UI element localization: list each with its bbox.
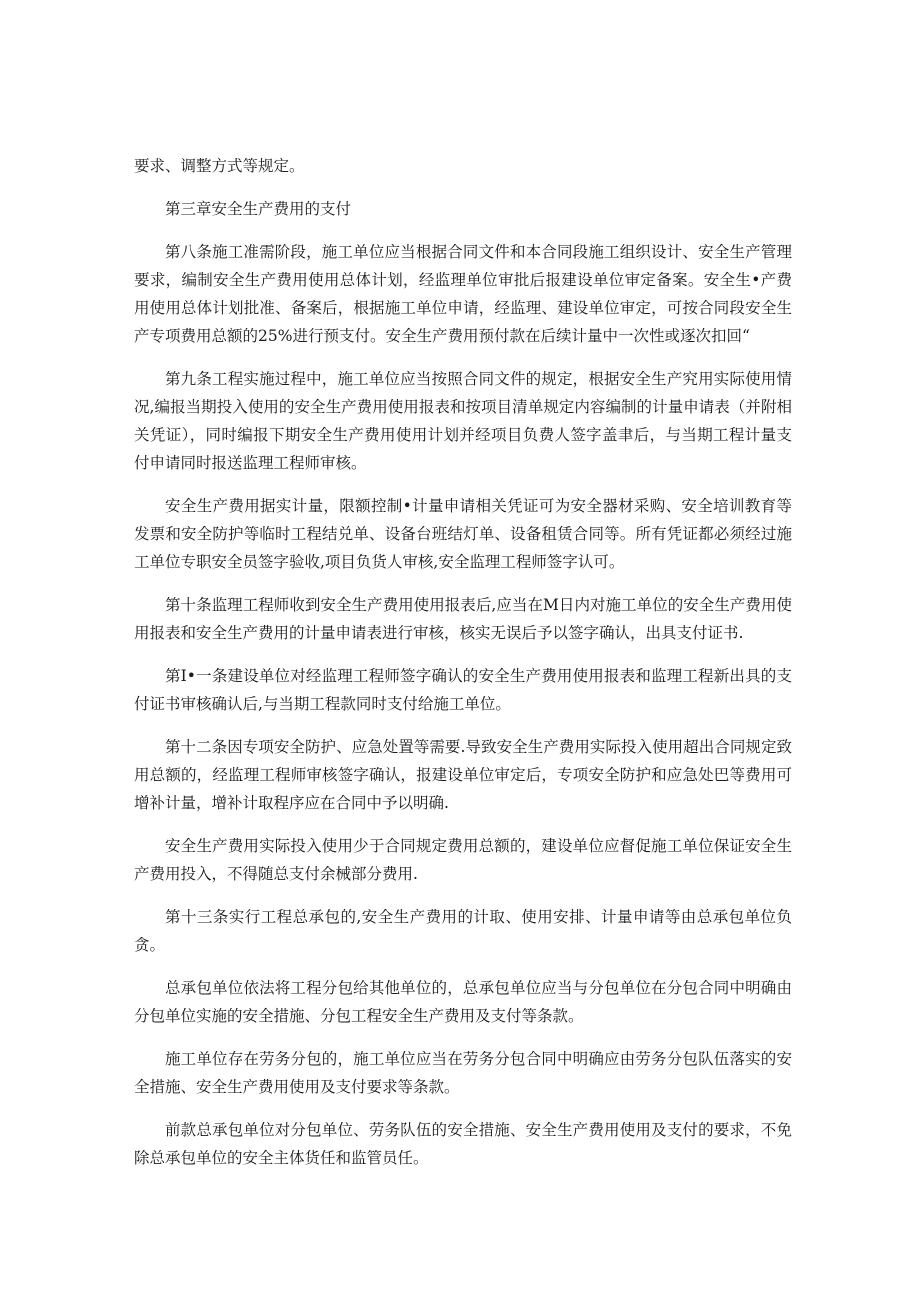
article-9-paragraph: 第九条工程实施过程中，施工单位应当按照合同文件的规定，根据安全生产究用实际使用情况,编报当期投入使用的安全生产费用使用报表和按项目清单规定内容编制的计量申请表（并附相关凭证），同时编报下期安全生产费用使用计划并经项目负费人签字盖聿后，与当期工程计量支付申请同时报送监理工程师审核。 bbox=[134, 370, 792, 472]
chapter-heading: 第三章安全生产费用的支付 bbox=[165, 200, 352, 218]
measurement-paragraph: 安全生产费用据实计量，限额控制•计量申请相关凭证可为安全器材采购、安全培训教育等发票和安全防护等临时工程结兑单、设备台班结灯单、设备租赁合同等。所有凭证都必须经过施工单位专职安全员签字验收,项目负货人审核,安全监理工程师签字认可。 bbox=[134, 497, 792, 571]
document-body bbox=[134, 152, 792, 1187]
article-11-paragraph: 第I•一条建设单位对经监理工程师签字确认的安全生产费用使用报表和监理工程新出具的支付证书审核确认后,与当期工程款同时支付给施工单位。 bbox=[134, 667, 792, 713]
paragraph-continuation: 要求、调整方式等规定。 bbox=[134, 157, 305, 175]
article-10-paragraph: 第十条监理工程师收到安全生产费用使用报表后,应当在M日内对施工单位的安全生产费用使用报表和安全生产费用的计量申请表进行审核，核实无误后予以签字确认，出具支付证书. bbox=[134, 596, 792, 642]
article-12-paragraph: 第十二条因专项安全防护、应急处置等需要.导致安全生产费用实际投入使用超出合同规定致用总额的，经监理工程师审核签字确认，报建设单位审定后，专项安全防护和应急处巴等费用可增补计量，增补计取程序应在合同中予以明确. bbox=[134, 738, 792, 812]
subcontract-paragraph: 总承包单位依法将工程分包给其他单位的，总承包单位应当与分包单位在分包合同中明确由分包单位实施的安全措施、分包工程安全生产费用及支付等条款。 bbox=[134, 979, 792, 1025]
article-8-paragraph: 第八条施工准需阶段，施工单位应当根据合同文件和本合同段施工组织设计、安全生产管理要求，编制安全生产费用使用总体计划，经监理单位审批后报建设单位审定备案。安全生•产费用使用总体计划批准、备案后，根据施工单位申请，经监理、建设单位审定，可按合同段安全生产专项费用总额的25%进行预支付。安全生产费用预付款在后续计量中一次性或逐次扣回“ bbox=[134, 243, 792, 345]
article-13-paragraph: 第十三条实行工程总承包的,安全生产费用的计取、使用安排、计量申请等由总承包单位负贪。 bbox=[134, 908, 792, 954]
responsibility-paragraph: 前款总承包单位对分包单位、劳务队伍的安全措施、安全生产费用使用及支付的要求，不免除总承包单位的安全主体货任和监管员任。 bbox=[134, 1121, 792, 1167]
underspend-paragraph: 安全生产费用实际投入使用少于合同规定费用总额的，建设单位应督促施工单位保证安全生产费用投入，不得随总支付余械部分费用. bbox=[134, 837, 792, 883]
labor-subcontract-paragraph: 施工单位存在劳务分包的，施工单位应当在劳务分包合同中明确应由劳务分包队伍落实的安全措施、安全生产费用使用及支付要求等条款。 bbox=[134, 1050, 792, 1096]
